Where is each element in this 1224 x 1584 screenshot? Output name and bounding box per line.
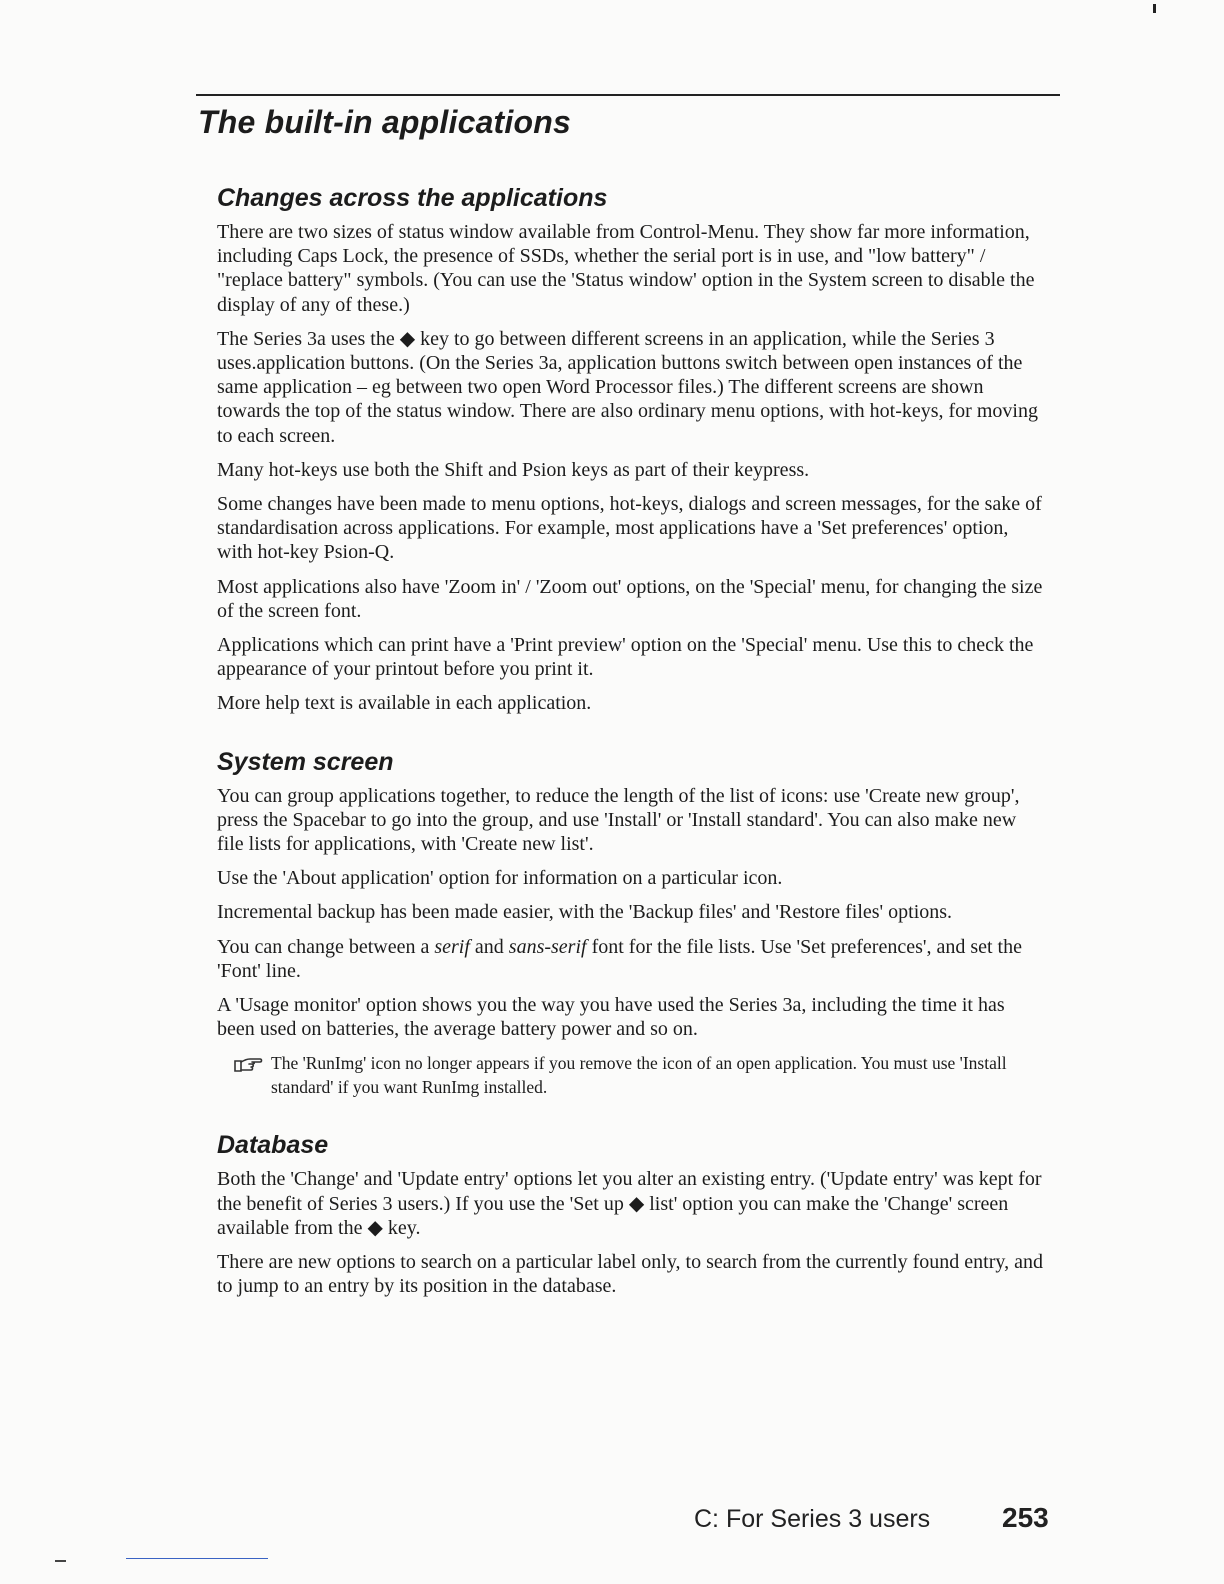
paragraph: Both the 'Change' and 'Update entry' options let you alter an existing entry. ('Update entry' was kept for the benefit of Series 3 users.) If you use the 'Set up ◆ list' option you can make the 'Change' screen available from the ◆ key. [217, 1168, 1042, 1239]
paragraph: Some changes have been made to menu options, hot-keys, dialogs and screen messages, for the sake of standardisation across applications. For example, most applications have a 'Set preferences' option, with hot-key Psion-Q. [217, 493, 1042, 564]
section-database [217, 1129, 1047, 1298]
section-heading: Changes across the applications [217, 184, 608, 212]
section-heading: Database [217, 1131, 329, 1160]
diamond-key-icon: ◆ [628, 1192, 645, 1215]
paragraph: There are new options to search on a particular label only, to search from the currently found entry, and to jump to an entry by its position in the database. [217, 1251, 1043, 1298]
paragraph: Many hot-keys use both the Shift and Psion keys as part of their keypress. [217, 458, 810, 481]
footer-chapter-label: C: For Series 3 users [694, 1505, 931, 1533]
note-text: The 'RunImg' icon no longer appears if you remove the icon of an open application. You must use 'Install standard' if you want RunImg installed. [271, 1053, 1007, 1098]
section-heading: System screen [217, 747, 394, 776]
paragraph: Incremental backup has been made easier, with the 'Backup files' and 'Restore files' options. [217, 901, 953, 924]
paragraph: You can change between a serif and sans-serif font for the file lists. Use 'Set preferences', and set the 'Font' line. [217, 935, 1022, 982]
paragraph: There are two sizes of status window available from Control-Menu. They show far more information, including Caps Lock, the presence of SSDs, whether the serial port is in use, and "low battery" / "replace battery" symbols. (You can use the 'Status window' option in the System screen to disable the display of any of these.) [217, 221, 1035, 316]
emphasis-serif: serif [434, 935, 470, 958]
page-content [217, 182, 1047, 1309]
emphasis-sans-serif: sans-serif [508, 935, 587, 958]
margin-mark [55, 1560, 66, 1562]
corner-mark [1153, 4, 1156, 13]
paragraph: A 'Usage monitor' option shows you the way you have used the Series 3a, including the time it has been used on batteries, the average battery power and so on. [217, 994, 1005, 1041]
page-title: The built-in applications [198, 104, 571, 140]
bottom-rule [126, 1558, 268, 1559]
pointing-hand-icon [233, 1051, 271, 1099]
paragraph: Most applications also have 'Zoom in' / 'Zoom out' options, on the 'Special' menu, for changing the size of the screen font. [217, 575, 1043, 622]
section-system-screen [217, 746, 1047, 1100]
section-changes-across-applications [217, 182, 1047, 716]
paragraph: Applications which can print have a 'Print preview' option on the 'Special' menu. Use this to check the appearance of your printout before you print it. [217, 634, 1034, 681]
top-rule [196, 94, 1060, 96]
diamond-key-icon: ◆ [367, 1216, 383, 1239]
paragraph: More help text is available in each application. [217, 692, 592, 715]
note [233, 1051, 1053, 1099]
paragraph: You can group applications together, to reduce the length of the list of icons: use 'Create new group', press the Spacebar to go into the group, and use 'Install' or 'Install standard'. You can also make new file lists for applications, with 'Create new list'. [217, 784, 1020, 856]
paragraph: The Series 3a uses the ◆ key to go between different screens in an application, while the Series 3 uses.application buttons. (On the Series 3a, application buttons switch between open instances of the same application – eg between two open Word Processor files.) The different screens are shown towards the top of the status window. There are also ordinary menu options, with hot-keys, for moving to each screen. [217, 327, 1038, 447]
diamond-key-icon: ◆ [399, 327, 416, 350]
page-number: 253 [1002, 1502, 1049, 1533]
paragraph: Use the 'About application' option for information on a particular icon. [217, 867, 783, 890]
